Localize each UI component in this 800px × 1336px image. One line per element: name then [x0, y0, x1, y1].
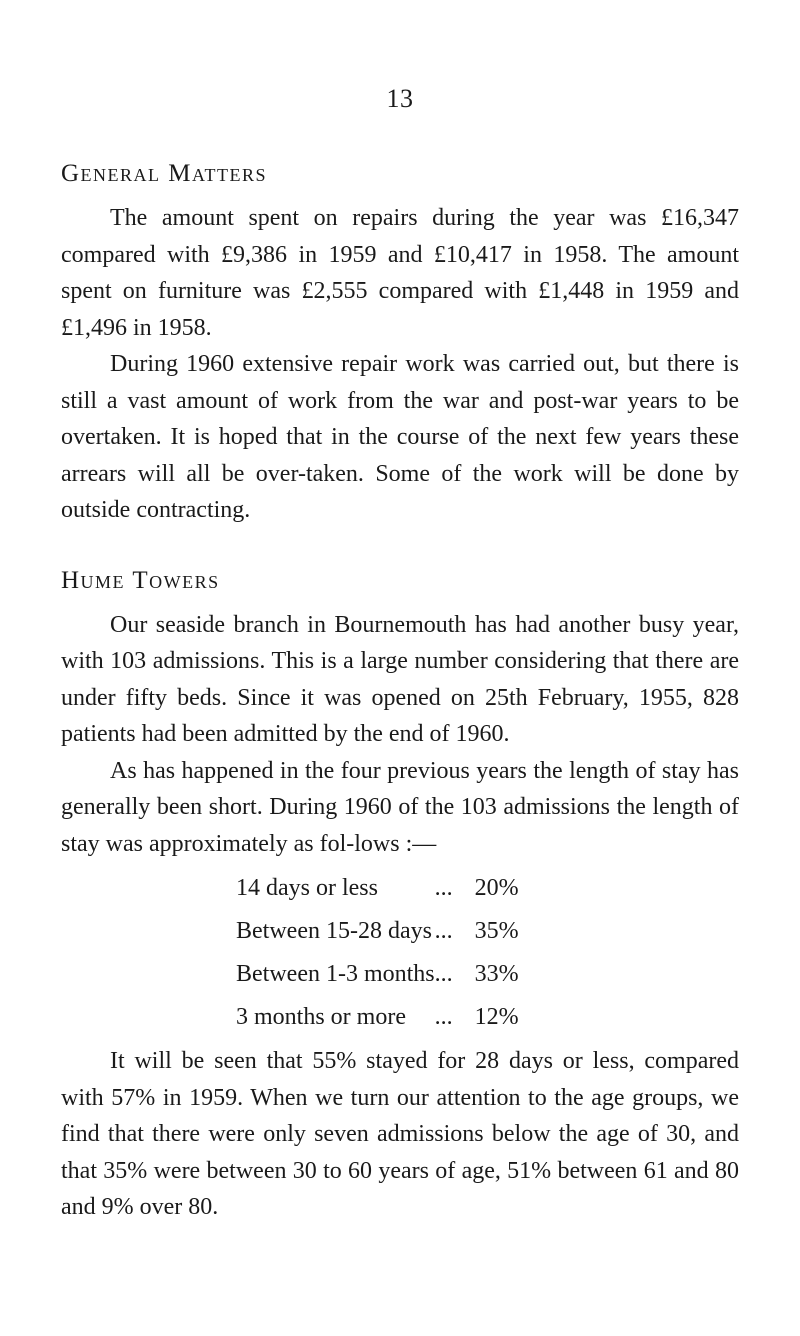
stay-label: Between 1-3 months	[236, 961, 435, 987]
stay-percentage: 20%	[474, 875, 519, 901]
section-hume-towers	[61, 567, 739, 1226]
stay-percentage: 12%	[474, 1004, 519, 1030]
table-row	[236, 953, 555, 996]
leader-dots: ...	[434, 961, 453, 987]
stay-percentage: 33%	[474, 961, 519, 987]
paragraph: As has happened in the four previous years the length of stay has generally been short. During 1960 of the 103 admissions the length of stay was approximately as fol-lows :—	[61, 757, 739, 857]
section-heading: Hume Towers	[61, 566, 220, 594]
stay-label: Between 15-28 days	[236, 918, 432, 944]
paragraph: Our seaside branch in Bournemouth has had another busy year, with 103 admissions. This is a large number considering that there are under fifty beds. Since it was opened on 25th February, 1955, 828 patients had been admitted by the end of 1960.	[61, 611, 739, 747]
page-number: 13	[386, 84, 414, 113]
paragraph: The amount spent on repairs during the year was £16,347 compared with £9,386 in 1959 and £10,417 in 1958. The amount spent on furniture was £2,555 compared with £1,448 in 1959 and £1,496 in 1958.	[61, 205, 739, 341]
stay-label: 3 months or more	[236, 1004, 406, 1030]
section-heading: General Matters	[61, 160, 268, 187]
stay-label: 14 days or less	[236, 875, 378, 901]
paragraph: It will be seen that 55% stayed for 28 days or less, compared with 57% in 1959. When we turn our attention to the age groups, we find that there were only seven admissions below the age of 30, and that 35% were between 30 to 60 years of age, 51% between 61 and 80 and 9% over 80.	[61, 1048, 739, 1220]
leader-dots: ...	[434, 1004, 453, 1030]
paragraph: During 1960 extensive repair work was carried out, but there is still a vast amount of work from the war and post-war years to be overtaken. It is hoped that in the course of the next few years these arrears will all be over-taken. Some of the work will be done by outside contracting.	[61, 351, 739, 523]
table-row	[236, 910, 555, 953]
document-body	[61, 160, 739, 1226]
stay-percentage: 35%	[474, 918, 519, 944]
leader-dots: ...	[434, 918, 453, 944]
table-row	[236, 867, 555, 910]
table-row	[236, 996, 555, 1039]
leader-dots: ...	[434, 875, 453, 901]
section-general-matters	[61, 160, 739, 529]
length-of-stay-table	[236, 867, 555, 1039]
